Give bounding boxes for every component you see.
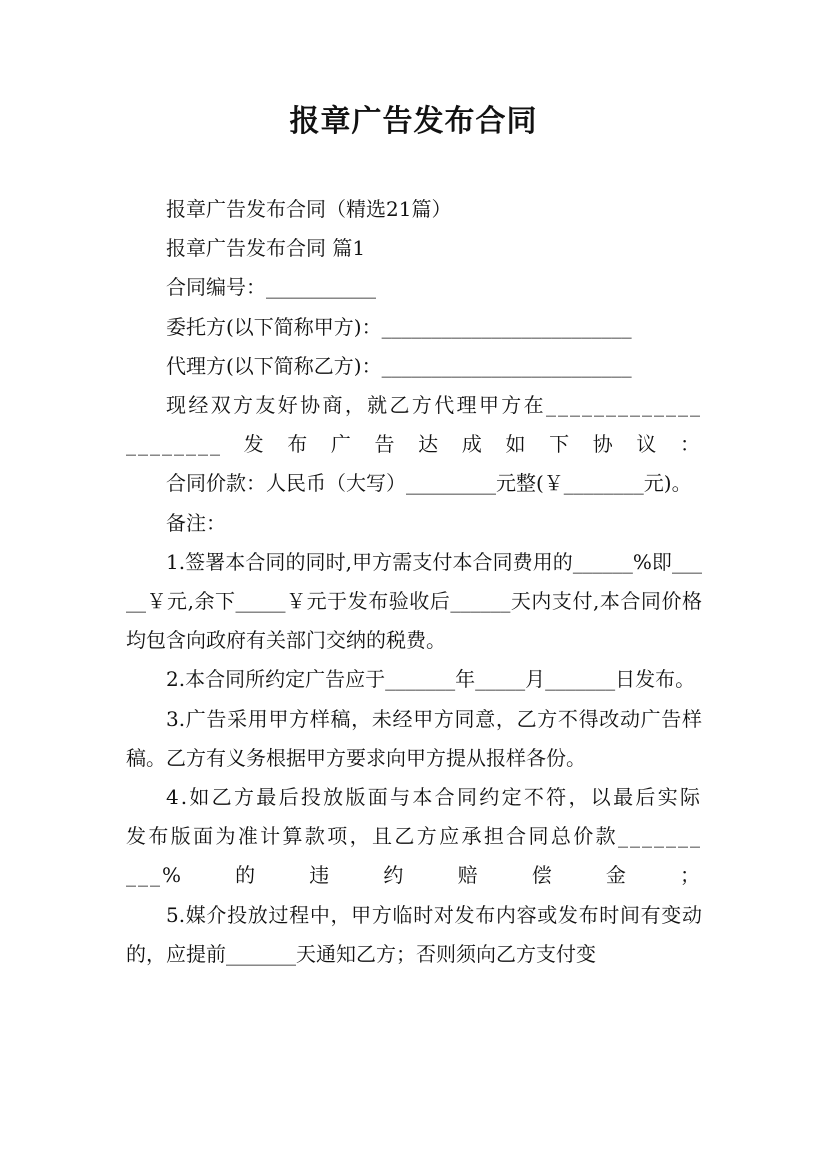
party-b-line: 代理方(以下简称乙方)：_________________________: [166, 353, 632, 378]
collection-heading: 报章广告发布合同（精选21篇）: [166, 197, 452, 221]
clause-3-paragraph: 3.广告采用甲方样稿，未经甲方同意，乙方不得改动广告样稿。乙方有义务根据甲方要求向甲方提从报样各份。: [126, 706, 702, 770]
clause-2-paragraph: 2.本合同所约定广告应于_______年_____月_______日发布。: [166, 667, 696, 692]
document-title: 报章广告发布合同: [289, 104, 538, 139]
party-a-line: 委托方(以下简称甲方)：_________________________: [166, 314, 632, 339]
document-body: [126, 190, 702, 974]
clause-5-paragraph: 5.媒介投放过程中，甲方临时对发布内容或发布时间有变动的，应提前_______天通知乙方；否则须向乙方支付变: [126, 902, 702, 966]
clause-4-paragraph: 4.如乙方最后投放版面与本合同约定不符，以最后实际发布版面为准计算款项，且乙方应承担合同总价款__________%的违约赔偿金；: [126, 785, 702, 888]
contract-heading: 报章广告发布合同 篇1: [166, 236, 366, 261]
contract-price-paragraph: 合同价款：人民币（大写）_________元整(￥________元)。: [166, 471, 692, 496]
agreement-intro-paragraph: 现经双方友好协商，就乙方代理甲方在_____________________发布广告达成如下协议：: [126, 393, 702, 457]
contract-number-line: 合同编号：___________: [166, 275, 376, 300]
clause-1-paragraph: 1.签署本合同的同时,甲方需支付本合同费用的______%即_____￥元,余下_____￥元于发布验收后______天内支付,本合同价格均包含向政府有关部门交纳的税费。: [126, 549, 702, 653]
remarks-heading: 备注：: [166, 510, 226, 535]
